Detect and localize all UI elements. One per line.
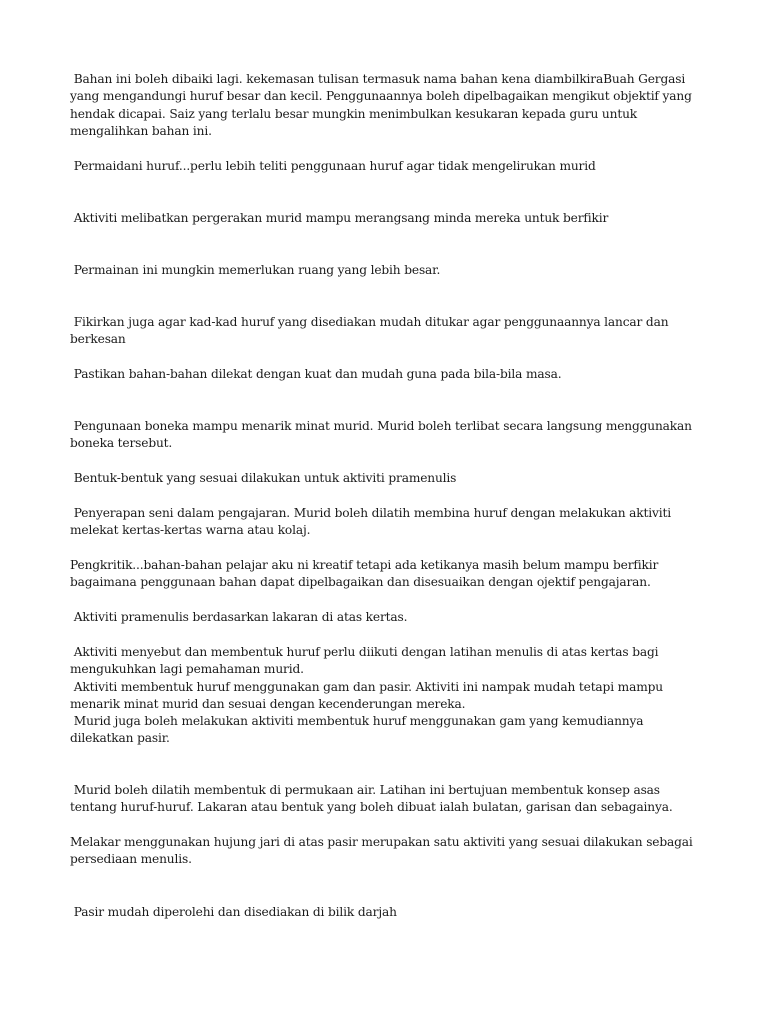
paragraph-6: Pastikan bahan-bahan dilekat dengan kuat dan mudah guna pada bila-bila masa. bbox=[70, 367, 562, 381]
paragraph-4: Permainan ini mungkin memerlukan ruang yang lebih besar. bbox=[70, 263, 441, 277]
paragraph-5: Fikirkan juga agar kad-kad huruf yang disediakan mudah ditukar agar penggunaannya lancar dan berkesan bbox=[70, 315, 673, 347]
paragraph-3: Aktiviti melibatkan pergerakan murid mampu merangsang minda mereka untuk berfikir bbox=[70, 211, 609, 225]
paragraph-12: Aktiviti menyebut dan membentuk huruf perlu diikuti dengan latihan menulis di atas kertas bagi mengukuhkan lagi pemahaman murid. Aktiviti membentuk huruf menggunakan gam dan pasir. Aktiviti ini nampak mudah tetapi mampu menarik minat murid dan sesuai dengan kecenderungan mereka. Murid juga boleh melakukan aktiviti membentuk huruf menggunakan gam yang kemudiannya dilekatkan pasir. bbox=[70, 645, 663, 746]
paragraph-13: Murid boleh dilatih membentuk di permukaan air. Latihan ini bertujuan membentuk konsep asas tentang huruf-huruf. Lakaran atau bentuk yang boleh dibuat ialah bulatan, garisan dan sebagainya. bbox=[70, 783, 673, 815]
paragraph-14: Melakar menggunakan hujung jari di atas pasir merupakan satu aktiviti yang sesuai dilakukan sebagai persediaan menulis. bbox=[70, 835, 697, 867]
paragraph-9: Penyerapan seni dalam pengajaran. Murid boleh dilatih membina huruf dengan melakukan aktiviti melekat kertas-kertas warna atau kolaj. bbox=[70, 506, 675, 538]
paragraph-1: Bahan ini boleh dibaiki lagi. kekemasan tulisan termasuk nama bahan kena diambilkiraBuah Gergasi yang mengandungi huruf besar dan kecil. Penggunaannya boleh dipelbagaikan mengikut objektif yang hendak dicapai. Saiz yang terlalu besar mungkin menimbulkan kesukaran kepada guru untuk mengalihkan bahan ini. bbox=[70, 72, 696, 138]
paragraph-8: Bentuk-bentuk yang sesuai dilakukan untuk aktiviti pramenulis bbox=[70, 471, 457, 485]
paragraph-15: Pasir mudah diperolehi dan disediakan di bilik darjah bbox=[70, 905, 397, 919]
paragraph-11: Aktiviti pramenulis berdasarkan lakaran di atas kertas. bbox=[70, 610, 408, 624]
paragraph-2: Permaidani huruf...perlu lebih teliti penggunaan huruf agar tidak mengelirukan murid bbox=[70, 159, 596, 173]
paragraph-10: Pengkritik...bahan-bahan pelajar aku ni kreatif tetapi ada ketikanya masih belum mampu berfikir bagaimana penggunaan bahan dapat dipelbagaikan dan disesuaikan dengan ojektif pengajaran. bbox=[70, 558, 662, 590]
paragraph-7: Pengunaan boneka mampu menarik minat murid. Murid boleh terlibat secara langsung menggunakan boneka tersebut. bbox=[70, 419, 696, 451]
